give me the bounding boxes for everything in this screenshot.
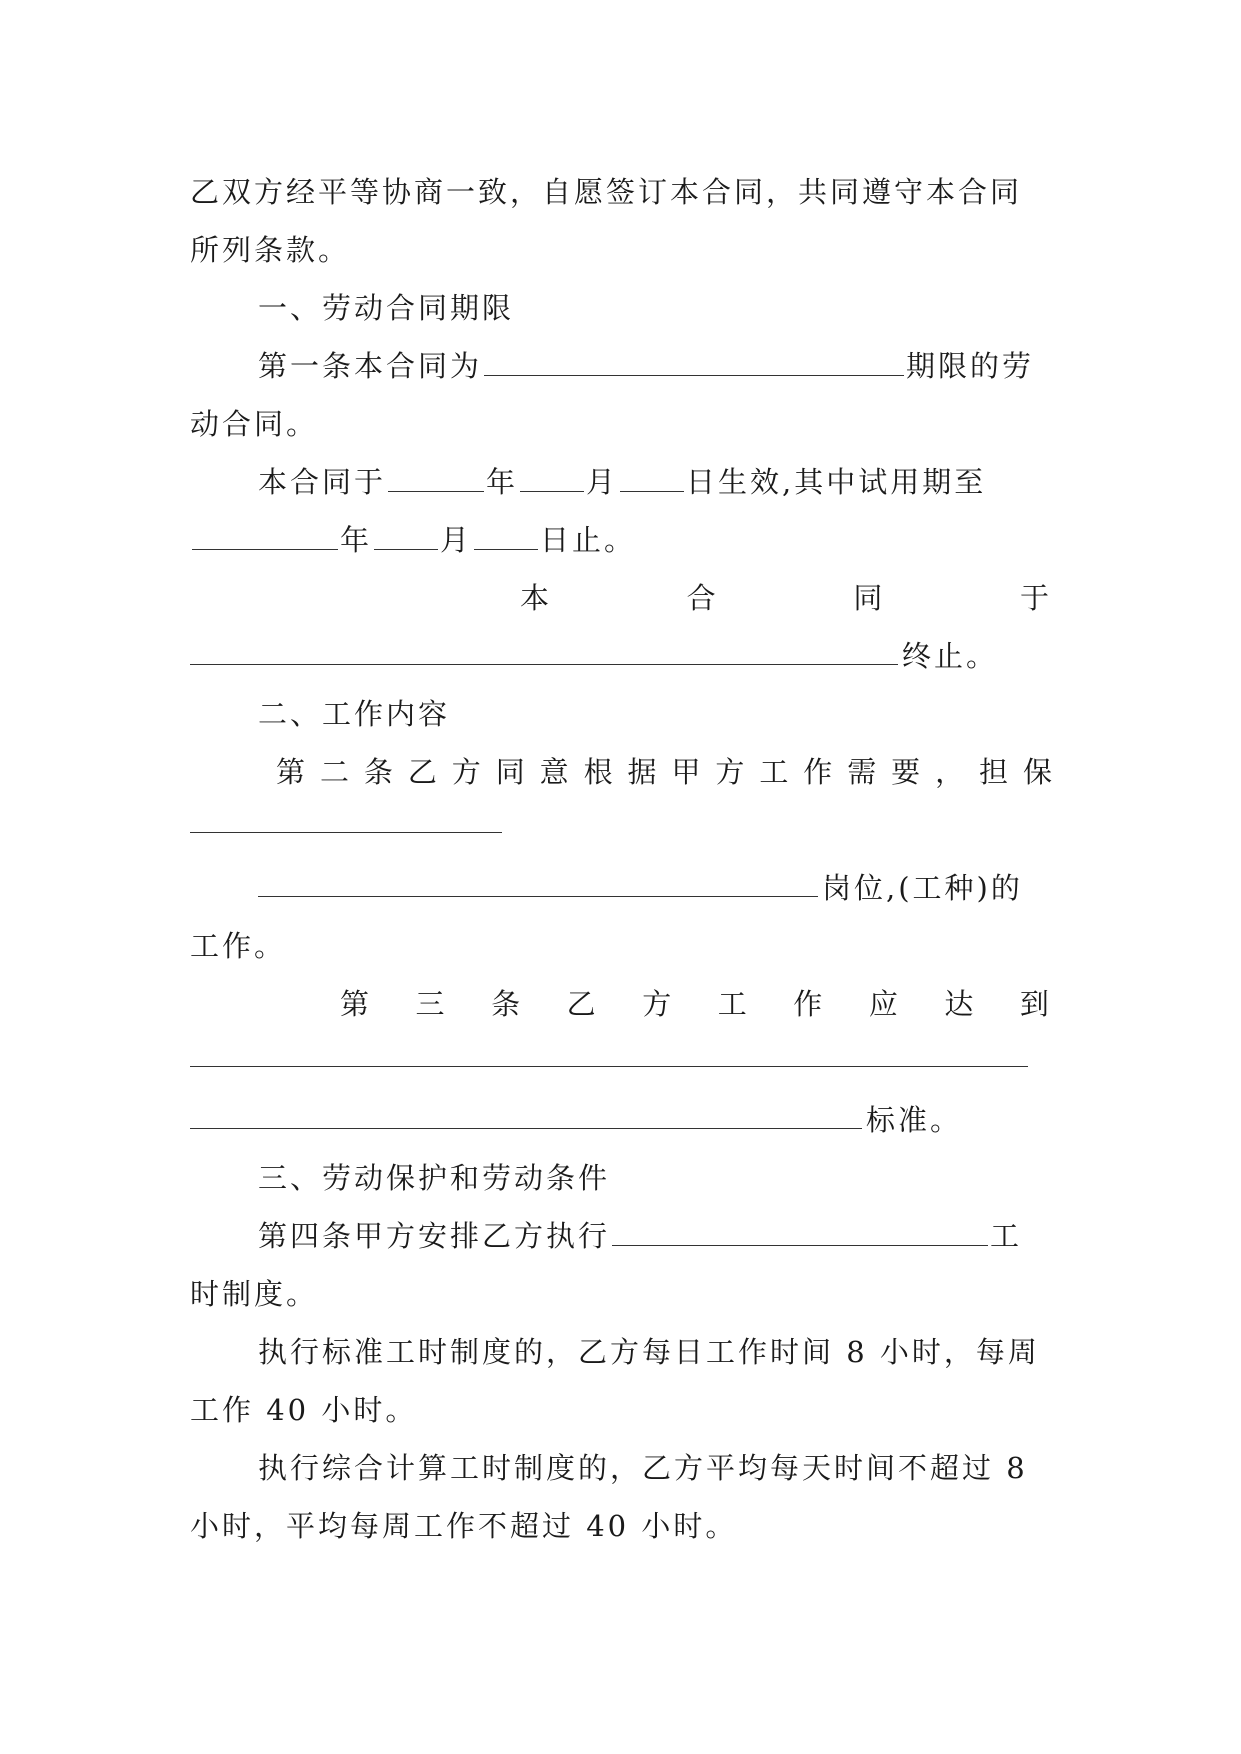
text-line [190, 518, 1052, 562]
fill-blank [388, 461, 484, 492]
char: 作 [803, 755, 833, 789]
char: 方 [642, 987, 675, 1021]
char: 条 [363, 755, 393, 789]
section-heading: 一、劳动合同期限 [258, 291, 515, 325]
text-line: 执行综合计算工时制度的，乙方平均每天时间不超过 8 [258, 1451, 1028, 1485]
justified-line [340, 982, 1052, 1026]
clause-text: 日生效,其中试用期至 [686, 465, 987, 499]
text-line [258, 460, 1052, 504]
char: 要 [891, 755, 921, 789]
char: 三 [415, 987, 448, 1021]
char: 方 [715, 755, 745, 789]
text-line: 工作。 [190, 929, 287, 963]
char: 到 [1019, 987, 1052, 1021]
char: 同 [495, 755, 525, 789]
char: 担 [979, 755, 1009, 789]
text-line: 执行标准工时制度的，乙方每日工作时间 8 小时，每周 [258, 1335, 1040, 1369]
fill-blank [258, 896, 818, 897]
fill-blank [192, 519, 338, 550]
char: 方 [451, 755, 481, 789]
text-line: 小时，平均每周工作不超过 40 小时。 [190, 1509, 738, 1543]
section-heading: 三、劳动保护和劳动条件 [258, 1161, 611, 1195]
char: 甲 [671, 755, 701, 789]
char: 应 [868, 987, 901, 1021]
clause-text: 期限的劳 [906, 349, 1035, 383]
text-line: 工作 40 小时。 [190, 1393, 418, 1427]
char: 乙 [407, 755, 437, 789]
char: 本 [520, 581, 553, 615]
char: 根 [583, 755, 613, 789]
text-line: 岗位,(工种)的 [822, 871, 1023, 905]
fill-blank [190, 832, 502, 833]
justified-line [276, 750, 1052, 794]
clause-text: 年 [486, 465, 519, 499]
char: 需 [847, 755, 877, 789]
char: 条 [491, 987, 524, 1021]
text-line: 终止。 [902, 639, 999, 673]
fill-blank [612, 1215, 988, 1246]
char: ， [935, 755, 965, 789]
text-line: 标准。 [866, 1103, 963, 1137]
char: 同 [853, 581, 886, 615]
fill-blank [484, 345, 904, 376]
clause-text: 月 [586, 465, 619, 499]
fill-blank [520, 461, 584, 492]
char: 工 [717, 987, 750, 1021]
text-line [258, 344, 1052, 388]
char: 达 [944, 987, 977, 1021]
justified-line [520, 576, 1052, 620]
char: 第 [340, 987, 373, 1021]
text-line: 时制度。 [190, 1277, 319, 1311]
fill-blank [374, 519, 438, 550]
text-line: 动合同。 [190, 407, 319, 441]
clause-text: 日止。 [540, 523, 637, 557]
char: 合 [686, 581, 719, 615]
clause-text: 本合同于 [258, 465, 387, 499]
clause-text: 第一条本合同为 [258, 349, 483, 383]
char: 第 [276, 755, 306, 789]
fill-blank [190, 1128, 862, 1129]
clause-text: 第四条甲方安排乙方执行 [258, 1219, 611, 1253]
char: 于 [1019, 581, 1052, 615]
clause-text: 月 [440, 523, 473, 557]
clause-text: 年 [340, 523, 373, 557]
char: 意 [539, 755, 569, 789]
char: 保 [1022, 755, 1052, 789]
char: 乙 [566, 987, 599, 1021]
char: 二 [319, 755, 349, 789]
text-line [258, 1214, 1052, 1258]
fill-blank [620, 461, 684, 492]
fill-blank [190, 1066, 1028, 1067]
char: 据 [627, 755, 657, 789]
fill-blank [190, 664, 898, 665]
section-heading: 二、工作内容 [258, 697, 451, 731]
clause-text: 工 [990, 1219, 1023, 1253]
char: 作 [793, 987, 826, 1021]
text-line: 所列条款。 [190, 233, 351, 267]
fill-blank [474, 519, 538, 550]
char: 工 [759, 755, 789, 789]
text-line: 乙双方经平等协商一致，自愿签订本合同，共同遵守本合同 [190, 175, 1023, 209]
